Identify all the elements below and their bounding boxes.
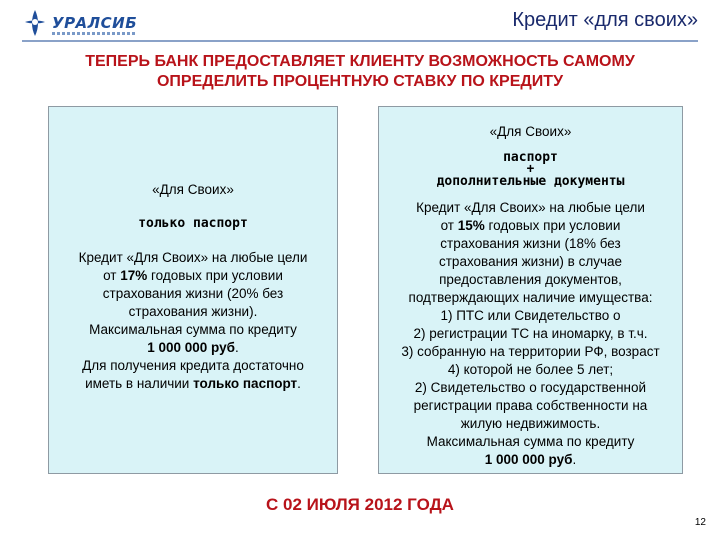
- right-line-12: регистрации права собственности на: [413, 398, 648, 413]
- effective-date: С 02 ИЮЛЯ 2012 ГОДА: [266, 495, 454, 514]
- left-max-amount: 1 000 000 руб: [147, 340, 235, 355]
- uralsib-logo: [22, 8, 142, 42]
- headline-line-2: ОПРЕДЕЛИТЬ ПРОЦЕНТНУЮ СТАВКУ ПО КРЕДИТУ: [156, 73, 564, 90]
- right-offer-name: «Для Своих»: [489, 124, 572, 139]
- page-number: 12: [694, 517, 706, 528]
- left-line-5: Максимальная сумма по кредиту: [89, 322, 297, 337]
- left-line-7: Для получения кредита достаточно: [82, 358, 304, 373]
- left-line-3: страхования жизни (20% без: [102, 286, 284, 301]
- right-line-6: подтверждающих наличие имущества:: [408, 290, 653, 305]
- right-list-item-1: 1) ПТС или Свидетельство о: [440, 308, 621, 323]
- right-line-2: от 15% годовых при условии: [440, 218, 621, 233]
- right-line-14: Максимальная сумма по кредиту: [426, 434, 635, 449]
- right-rate: 15%: [457, 218, 485, 233]
- right-line-13: жилую недвижимость.: [460, 416, 601, 431]
- left-line-2: от 17% годовых при условии: [103, 268, 283, 283]
- right-list-item-2: 2) регистрации ТС на иномарку, в т.ч.: [413, 326, 648, 341]
- offer-passport-only: [48, 106, 338, 474]
- uralsib-logo-mark-icon: [22, 8, 48, 38]
- left-offer-subtitle: только паспорт: [138, 216, 248, 231]
- right-max-amount: 1 000 000 руб: [484, 452, 573, 467]
- right-line-3: страхования жизни (18% без: [440, 236, 621, 251]
- offer-with-documents: [378, 106, 683, 474]
- right-line-4: страхования жизни) в случае: [439, 254, 622, 269]
- right-line-5: предоставления документов,: [439, 272, 622, 287]
- left-line-8: иметь в наличии только паспорт.: [85, 376, 301, 391]
- right-line-11: 2) Свидетельство о государственной: [414, 380, 647, 395]
- right-docs-passport: паспорт: [503, 150, 558, 165]
- slide-title: Кредит «для своих»: [512, 9, 698, 31]
- right-line-1: Кредит «Для Своих» на любые цели: [416, 200, 645, 215]
- right-list-item-4: 4) которой не более 5 лет;: [447, 362, 614, 377]
- brand-tagline-line: [52, 32, 137, 35]
- right-docs-additional: дополнительные документы: [436, 174, 625, 189]
- title-divider: [22, 40, 698, 42]
- right-list-item-3: 3) собранную на территории РФ, возраст: [401, 344, 660, 359]
- headline-line-1: ТЕПЕРЬ БАНК ПРЕДОСТАВЛЯЕТ КЛИЕНТУ ВОЗМОЖНОСТЬ САМОМУ: [85, 53, 635, 70]
- left-rate: 17%: [120, 268, 148, 283]
- plus-sign: +: [526, 161, 535, 176]
- left-line-6: 1 000 000 руб.: [147, 340, 239, 355]
- brand-name: УРАЛСИБ: [52, 14, 138, 32]
- right-line-15: 1 000 000 руб.: [484, 452, 577, 467]
- left-line-4: страхования жизни).: [128, 304, 258, 319]
- left-offer-name: «Для Своих»: [152, 182, 234, 197]
- headline: [20, 52, 700, 92]
- left-passport-only: только паспорт: [193, 376, 298, 391]
- left-line-1: Кредит «Для Своих» на любые цели: [78, 250, 308, 265]
